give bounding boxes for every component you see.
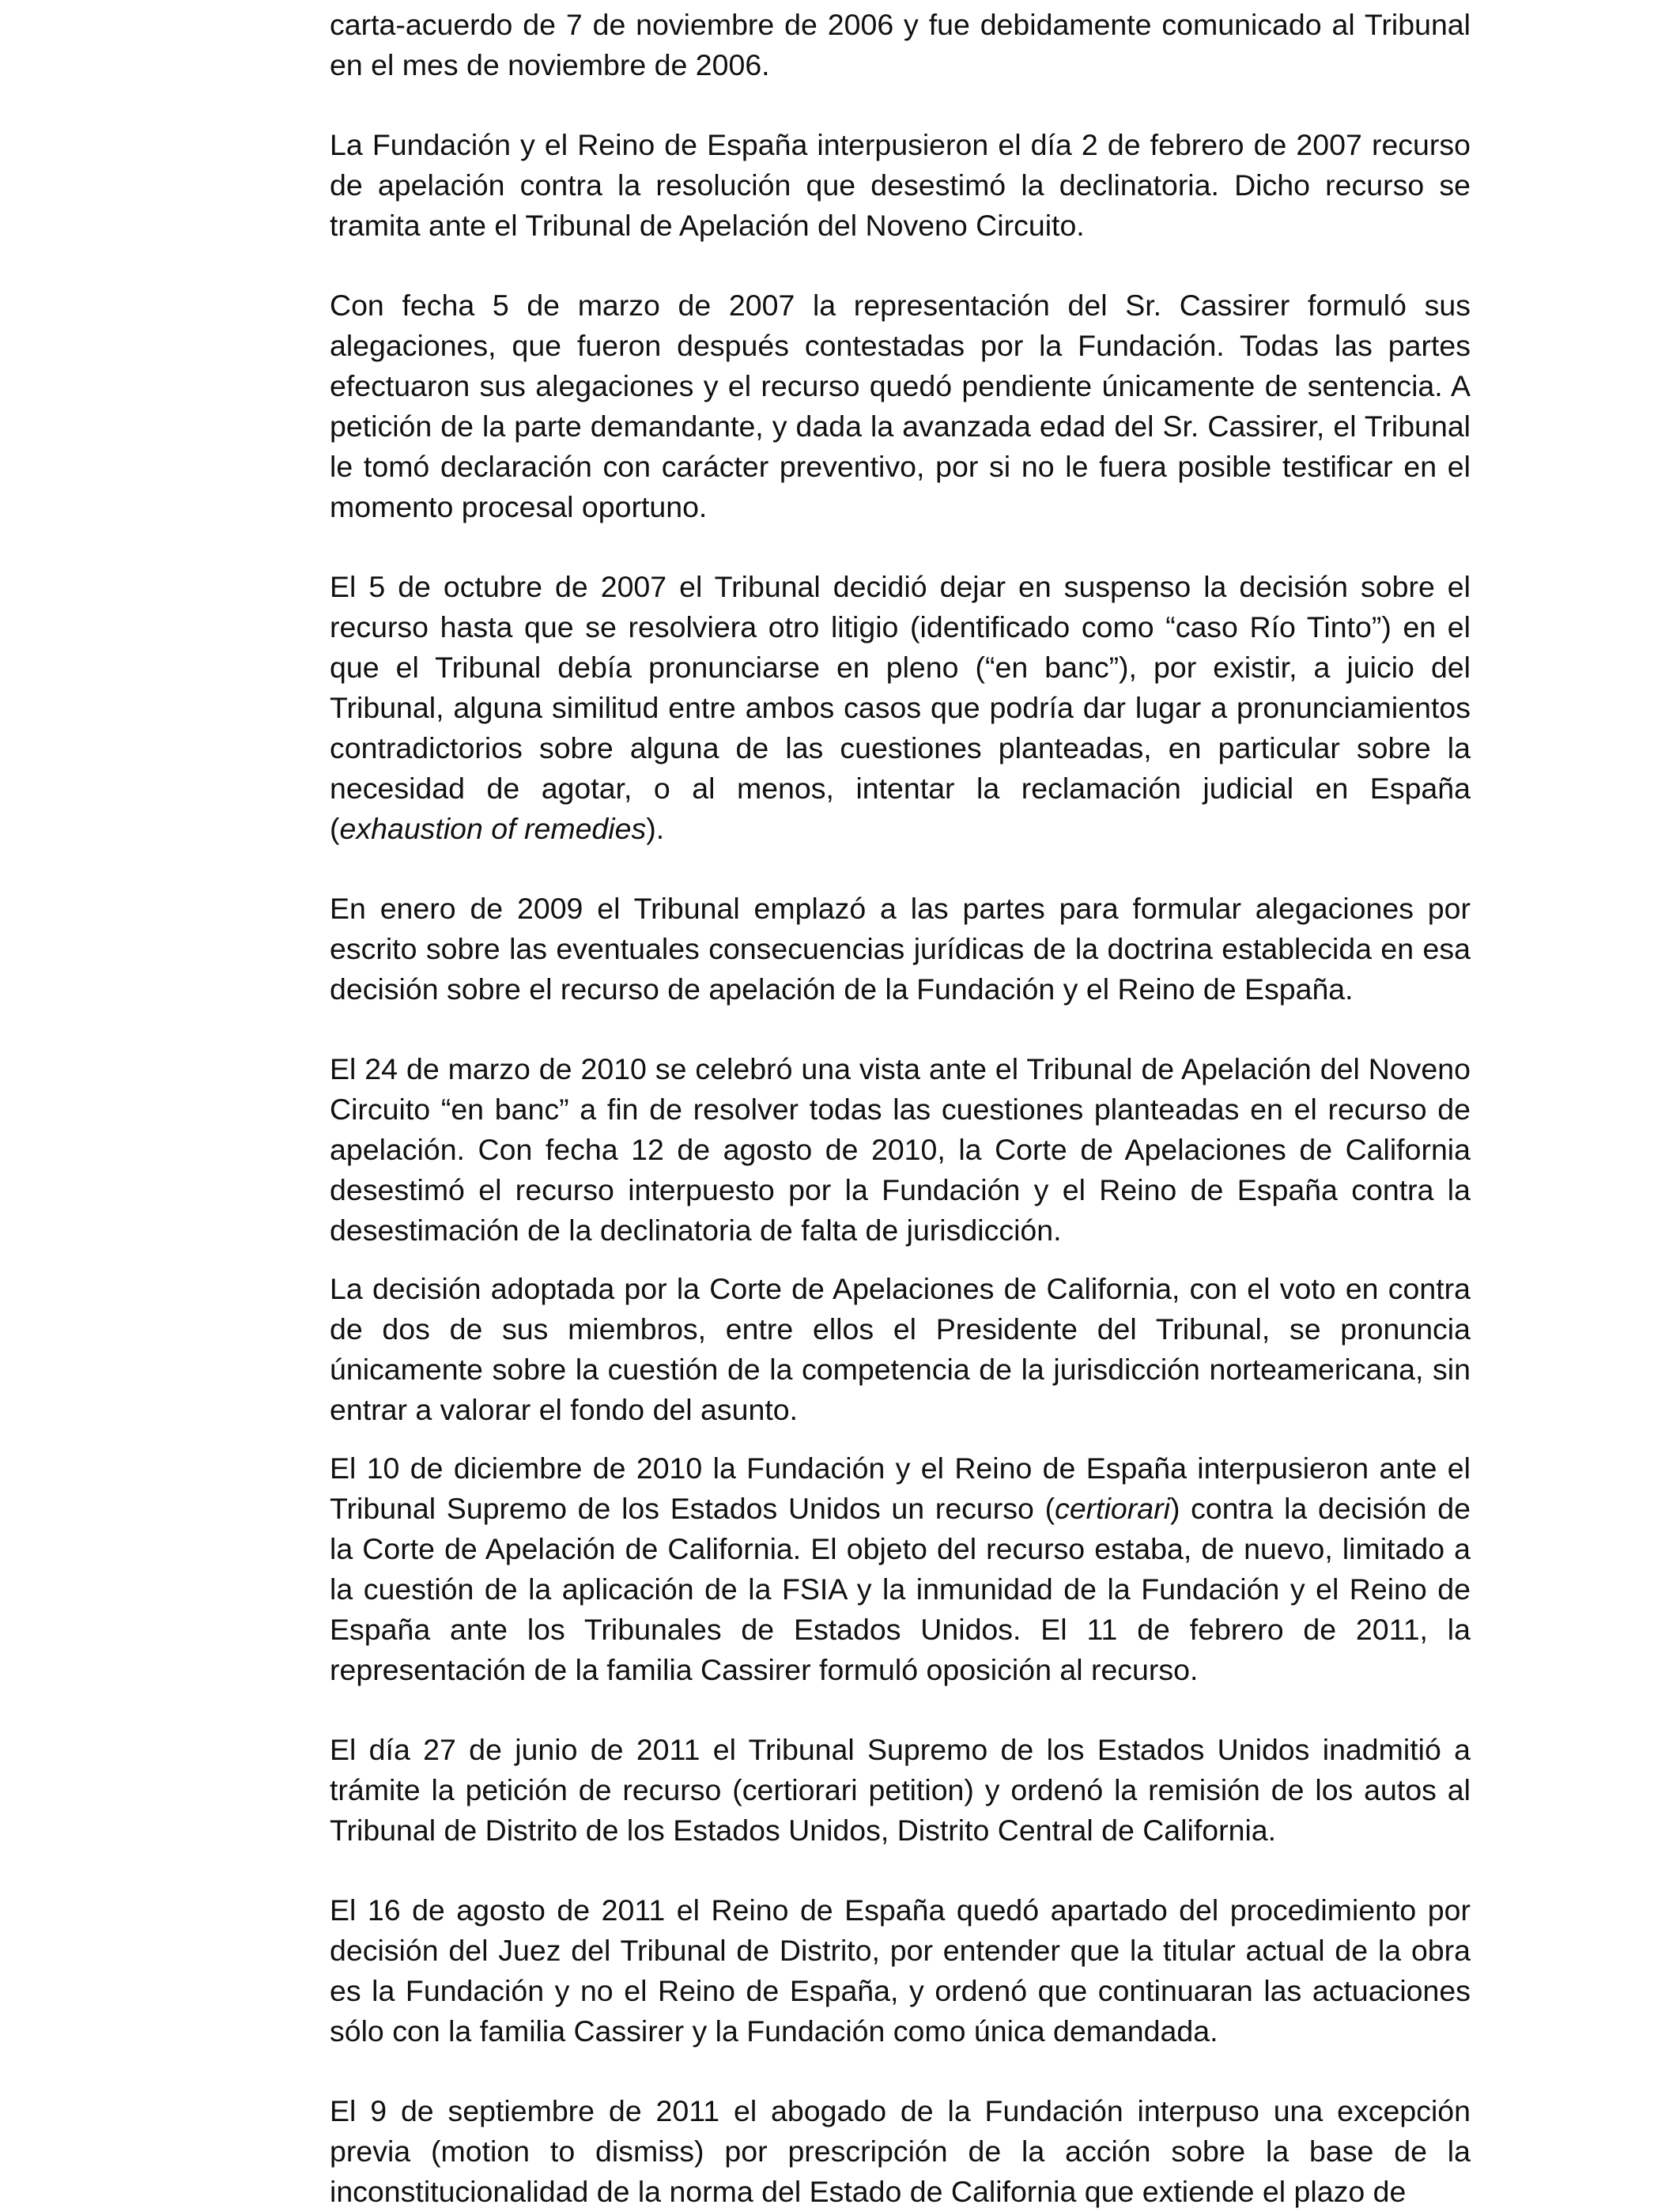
paragraph-text: El 16 de agosto de 2011 el Reino de España quedó apartado del procedimiento por decisión del Juez del Tribunal de Distrito, por entender que la titular actual de la obra es la Fundación y no el Reino de España, y ordenó que continuaran las actuaciones sólo con la familia Cassirer y la Fundación como única demandada. xyxy=(330,1893,1471,2048)
body-paragraph xyxy=(330,125,1471,246)
paragraph-text: En enero de 2009 el Tribunal emplazó a las partes para formular alegaciones por escrito sobre las eventuales consecuencias jurídicas de la doctrina establecida en esa decisión sobre el recurso de apelación de la Fundación y el Reino de España. xyxy=(330,892,1471,1006)
italic-term: exhaustion of remedies xyxy=(339,812,647,845)
paragraph-text: El día 27 de junio de 2011 el Tribunal Supremo de los Estados Unidos inadmitió a trámite la petición de recurso (certiorari petition) y ordenó la remisión de los autos al Tribunal de Distrito de los Estados Unidos, Distrito Central de California. xyxy=(330,1733,1471,1847)
document-page xyxy=(330,5,1471,2212)
paragraph-text: La decisión adoptada por la Corte de Apelaciones de California, con el voto en contra de dos de sus miembros, entre ellos el Presidente del Tribunal, se pronuncia únicamente sobre la cuestión de la competencia de la jurisdicción norteamericana, sin entrar a valorar el fondo del asunto. xyxy=(330,1272,1471,1426)
body-paragraph xyxy=(330,285,1471,527)
body-paragraph xyxy=(330,1049,1471,1251)
paragraph-text: El 24 de marzo de 2010 se celebró una vista ante el Tribunal de Apelación del Noveno Circuito “en banc” a fin de resolver todas las cuestiones planteadas en el recurso de apelación. Con fecha 12 de agosto de 2010, la Corte de Apelaciones de California desestimó el recurso interpuesto por la Fundación y el Reino de España contra la desestimación de la declinatoria de falta de jurisdicción. xyxy=(330,1052,1471,1247)
body-paragraph xyxy=(330,567,1471,849)
paragraph-text: La Fundación y el Reino de España interpusieron el día 2 de febrero de 2007 recurso de apelación contra la resolución que desestimó la declinatoria. Dicho recurso se tramita ante el Tribunal de Apelación del Noveno Circuito. xyxy=(330,128,1471,242)
body-paragraph xyxy=(330,5,1471,85)
body-paragraph xyxy=(330,1730,1471,1851)
paragraph-text: El 5 de octubre de 2007 el Tribunal decidió dejar en suspenso la decisión sobre el recurso hasta que se resolviera otro litigio (identificado como “caso Río Tinto”) en el que el Tribunal debía pronunciarse en pleno (“en banc”), por existir, a juicio del Tribunal, alguna similitud entre ambos casos que podría dar lugar a pronunciamientos contradictorios sobre alguna de las cuestiones planteadas, en particular sobre la necesidad de agotar, o al menos, intentar la reclamación judicial en España ( xyxy=(330,570,1471,845)
body-paragraph xyxy=(330,1890,1471,2052)
body-paragraph xyxy=(330,2091,1471,2212)
body-paragraph xyxy=(330,1448,1471,1690)
italic-term: certiorari xyxy=(1055,1492,1170,1525)
paragraph-text: El 10 de diciembre de 2010 la Fundación y el Reino de España interpusieron ante el Tribunal Supremo de los Estados Unidos un recurso ( xyxy=(330,1451,1471,1525)
paragraph-text: El 9 de septiembre de 2011 el abogado de la Fundación interpuso una excepción previa (motion to dismiss) por prescripción de la acción sobre la base de la inconstitucionalidad de la norma del Estado de California que extiende el plazo de xyxy=(330,2094,1471,2208)
paragraph-text: carta-acuerdo de 7 de noviembre de 2006 y fue debidamente comunicado al Tribunal en el mes de noviembre de 2006. xyxy=(330,8,1471,81)
paragraph-text: Con fecha 5 de marzo de 2007 la representación del Sr. Cassirer formuló sus alegaciones, que fueron después contestadas por la Fundación. Todas las partes efectuaron sus alegaciones y el recurso quedó pendiente únicamente de sentencia. A petición de la parte demandante, y dada la avanzada edad del Sr. Cassirer, el Tribunal le tomó declaración con carácter preventivo, por si no le fuera posible testificar en el momento procesal oportuno. xyxy=(330,289,1471,523)
paragraph-text: ) contra la decisión de la Corte de Apelación de California. El objeto del recurso estaba, de nuevo, limitado a la cuestión de la aplicación de la FSIA y la inmunidad de la Fundación y el Reino de España ante los Tribunales de Estados Unidos. El 11 de febrero de 2011, la representación de la familia Cassirer formuló oposición al recurso. xyxy=(330,1492,1471,1686)
body-paragraph xyxy=(330,889,1471,1010)
paragraph-text: ). xyxy=(646,812,665,845)
body-paragraph xyxy=(330,1269,1471,1430)
